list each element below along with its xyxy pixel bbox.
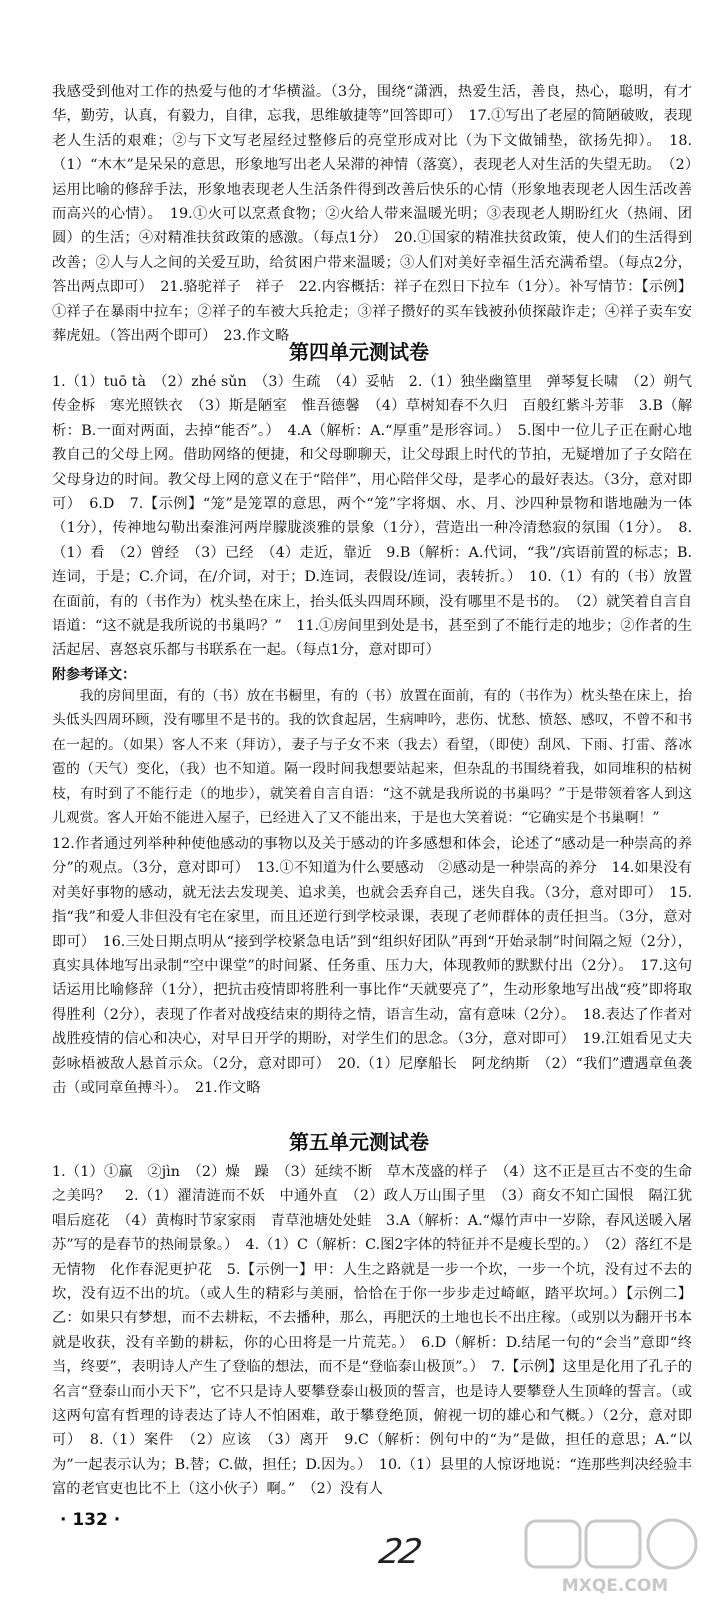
answer-paragraph: 1.（1）tuō tà （2）zhé sǔn （3）生疏 （4）妥帖 2.（1）独坐幽篁里 弹琴复长啸 （2）朔气传金柝 寒光照铁衣 （3）斯是陋室 惟吾德馨 （4）草树知春不久归 百般红紫斗芳菲 3.B（解析：B.一面对两面，去掉“能否”。） 4.A（解析：A.“厚重”是形容词。） 5.图中一位儿子正在耐心地教自己的父母上网。借助网络的便捷，和父母聊聊天，让父母跟上时代的节拍，无疑增加了子女陪在父母身边的时间。教父母上网的意义在于“陪伴”，用心陪伴父母，是孝心的最好表达。（3分，意对即可） 6.D 7.【示例】“笼”是笼罩的意思，两个“笼”字将烟、水、月、沙四种景物和谐地融为一体（1分），传神地勾勒出秦淮河两岸朦胧淡雅的景象（1分），营造出一种冷清愁寂的氛围（1分）。 8.（1）看 （2）曾经 （3）已经 （4）走近，靠近 9.B（解析：A.代词，“我”/宾语前置的标志；B.连词，于是；C.介词，在/介词，对于；D.连词，表假设/连词，表转折。） 10.（1）有的（书）放置在面前，有的（书作为）枕头垫在床上，抬头低头四周环顾，没有哪里不是书的。 （2）就笑着自言自语道：“这不就是我所说的书巢吗？” 11.①房间里到处是书，甚至到了不能行走的地步；②作者的生活起居、喜怒哀乐都与书联系在一起。（每点1分，意对即可） [52, 374, 692, 659]
unit4-answers [52, 370, 692, 687]
svg-text:MXQE.COM: MXQE.COM [561, 1576, 669, 1596]
answer-paragraph: 1.（1）①赢 ②jìn （2）燥 躁 （3）延续不断 草木茂盛的样子 （4）这不正是亘古不变的生命之美吗？ 2.（1）濯清涟而不妖 中通外直 （2）政人万山围子里 （3）商女不知亡国恨 隔江犹唱后庭花 （4）黄梅时节家家雨 青草池塘处处蛙 3.A（解析：A.“爆竹声中一岁除，春风送暖入屠苏”写的是春节的热闹景象。） 4.（1）C（解析：C.图2字体的特征并不是瘦长型的。） （2）落红不是无情物 化作春泥更护花 5.【示例一】甲：人生之路就是一步一个坎，一步一个坑，没有过不去的坎，没有迈不出的坑。（或人生的精彩与美丽，恰恰在于你一步步走过崎岖，踏平坎坷。）【示例二】乙：如果只有梦想，而不去耕耘，不去播种，那么，再肥沃的土地也长不出庄稼。（或别以为翻开书本就是收获，没有辛勤的耕耘，你的心田将是一片荒芜。） 6.D（解析：D.结尾一句的“会当”意即“终当，终要”，表明诗人产生了登临的想法，而不是“登临泰山极顶”。） 7.【示例】这里是化用了孔子的名言“登泰山而小天下”，它不只是诗人要攀登泰山极顶的誓言，也是诗人要攀登人生顶峰的誓言。（或这两句富有哲理的诗表达了诗人不怕困难，敢于攀登绝顶，俯视一切的雄心和气概。）（2分，意对即可） 8.（1）案件 （2）应该 （3）离开 9.C（解析：例句中的“为”是做，担任的意思；A.“以为”一起表示认为；B.替；C.做，担任；D.因为。） 10.（1）县里的人惊讶地说：“连那些判决经验丰富的老官吏也比不上（这小伙子）啊。” （2）没有人 [52, 1164, 692, 1498]
watermark-logo [520, 1515, 710, 1597]
answer-paragraph: 12.作者通过列举种种使他感动的事物以及关于感动的许多感想和体会，论述了“感动是一种崇高的养分”的观点。（3分，意对即可） 13.①不知道为什么要感动 ②感动是一种崇高的养分 14.如果没有对美好事物的感动，就无法去发现美、追求美，也就会丢弃自己，迷失自我。（3分，意对即可） 15.指“我”和爱人非但没有宅在家里，而且还逆行到学校录课，表现了老师群体的责任担当。（3分，意对即可） 16.三处日期点明从“接到学校紧急电话”到“组织好团队”再到“开始录制”时间隔之短（2分），真实具体地写出录制“空中课堂”的时间紧、任务重、压力大，体现教师的默默付出（2分）。 17.这句话运用比喻修辞（1分），把抗击疫情即将胜利一事比作“天就要亮了”，生动形象地写出战“疫”即将取得胜利（2分），表现了作者对战疫结束的期待之情，语言生动，富有意味（2分）。 18.表达了作者对战胜疫情的信心和决心，对早日开学的期盼，对学生们的思念。（3分，意对即可） 19.江姐看见丈夫彭咏梧被敌人悬首示众。（2分，意对即可） 20.（1）尼摩船长 阿龙纳斯 （2）“我们”遭遇章鱼袭击（或同章鱼搏斗）。 21.作文略 [52, 836, 692, 1097]
unit4-answers-part2 [52, 832, 692, 1100]
unit4-title: 第四单元测试卷 [289, 340, 429, 364]
unit3-answers-continued [52, 80, 692, 348]
page-number: · 132 · [60, 1510, 121, 1530]
unit5-answers [52, 1160, 692, 1502]
watermark-logo-graphic [520, 1515, 710, 1597]
unit5-title: 第五单元测试卷 [289, 1130, 429, 1154]
reference-translation-label: 附参考译文： [52, 666, 136, 683]
translation-paragraph: 我的房间里面，有的（书）放在书橱里，有的（书）放置在面前，有的（书作为）枕头垫在床上，抬头低头四周环顾，没有哪里不是书的。我的饮食起居，生病呻吟，悲伤、忧愁、愤怒、感叹，不曾不和书在一起的。（如果）客人不来（拜访），妻子与子女不来（我去）看望，（即使）刮风、下雨、打雷、落冰雹的（天气）变化，（我）也不知道。隔一段时间我想要站起来，但杂乱的书围绕着我，如同堆积的枯树枝，有时到了不能行走（的地步），就笑着自言自语：“这不就是我所说的书巢吗？”于是带领着客人到这儿观赏。客人开始不能进入屋子，已经进入了又不能出来，于是也大笑着说：“它确实是个书巢啊！” [52, 688, 692, 827]
answer-paragraph: 我感受到他对工作的热爱与他的才华横溢。（3分，围绕“潇洒，热爱生活，善良，热心，聪明，有才华，勤劳，认真，有毅力，自律，忘我，思维敏捷等”回答即可） 17.①写出了老屋的简陋破败，表现老人生活的艰难；②与下文写老屋经过整修后的亮堂形成对比（为下文做铺垫，欲扬先抑）。 18.（1）“木木”是呆呆的意思，形象地写出老人呆滞的神情（落寞），表现老人对生活的失望无助。 （2）运用比喻的修辞手法，形象地表现老人生活条件得到改善后快乐的心情（形象地表现老人因生活改善而高兴的心情）。 19.①火可以烹煮食物；②火给人带来温暖光明；③表现老人期盼红火（热闹、团圆）的生活；④对精准扶贫政策的感激。（每点1分） 20.①国家的精准扶贫政策，使人们的生活得到改善；②人与人之间的关爱互助，给贫困户带来温暖；③人们对美好幸福生活充满希望。（每点2分，答出两点即可） 21.骆驼祥子 祥子 22.内容概括：祥子在烈日下拉车（1分）。补写情节：【示例】①祥子在暴雨中拉车；②祥子的车被大兵抢走；③祥子攒好的买车钱被孙侦探敲诈走；④祥子卖车安葬虎妞。（答出两个即可） 23.作文略 [52, 84, 692, 345]
reference-translation [52, 684, 692, 830]
handwritten-note: 22 [375, 1532, 424, 1572]
